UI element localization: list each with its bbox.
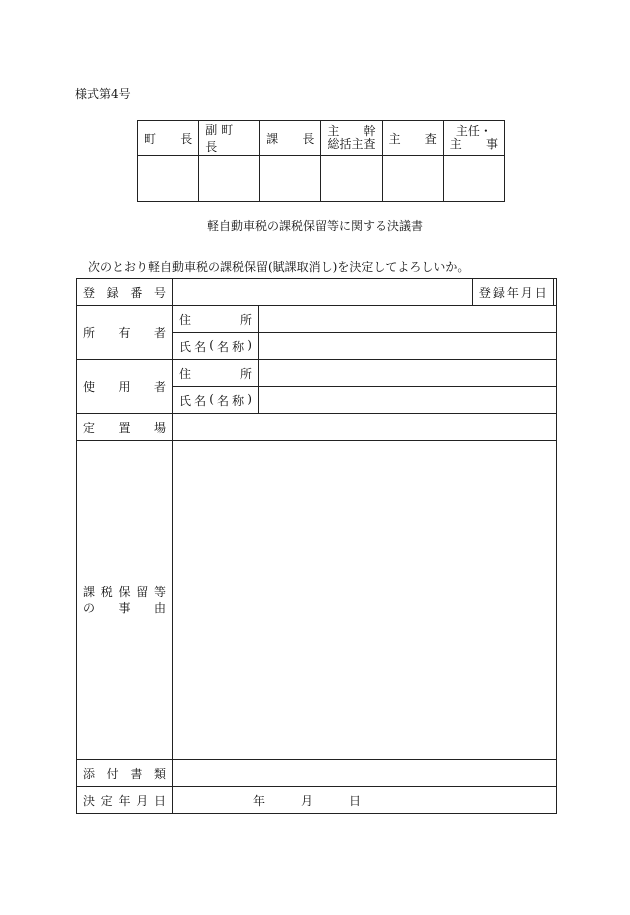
registration-number-label: 登 録 番 号 (77, 279, 173, 306)
decision-date-field[interactable] (173, 787, 557, 814)
lead-text: 次のとおり軽自動車税の課税保留(賦課取消し)を決定してよろしいか。 (88, 260, 470, 274)
attachments-field[interactable] (173, 760, 557, 787)
chief-header: 主 幹 総括主査 (321, 121, 382, 156)
section-chief-header: 課 長 (260, 121, 321, 156)
storage-place-field[interactable] (173, 414, 557, 441)
owner-name-field[interactable] (259, 333, 557, 360)
form-number: 様式第4号 (75, 87, 131, 101)
attachments-label: 添 付 書 類 (77, 760, 173, 787)
month-label: 月 (301, 793, 314, 808)
user-address-field[interactable] (259, 360, 557, 387)
decision-form-table (76, 278, 557, 814)
stamp-box-staff[interactable] (443, 156, 504, 202)
user-name-field[interactable] (259, 387, 557, 414)
registration-date-label: 登 録 年 月 日 (472, 279, 553, 306)
decision-date-label: 決 定 年 月 日 (77, 787, 173, 814)
day-label: 日 (349, 793, 362, 808)
stamp-box-deputy-mayor[interactable] (199, 156, 260, 202)
owner-address-label: 住 所 (173, 306, 259, 333)
reason-label: 課 税 保 留 等 の 事 由 (77, 441, 173, 760)
storage-place-label: 定 置 場 (77, 414, 173, 441)
staff-header: 主任・ 主 事 (443, 121, 504, 156)
owner-label: 所 有 者 (77, 306, 173, 360)
registration-date-field[interactable] (553, 279, 556, 306)
stamp-box-section-chief[interactable] (260, 156, 321, 202)
user-label: 使 用 者 (77, 360, 173, 414)
owner-address-field[interactable] (259, 306, 557, 333)
reason-field[interactable] (173, 441, 557, 760)
mayor-header: 町 長 (138, 121, 199, 156)
user-name-label: 氏 名 ( 名 称 ) (173, 387, 259, 414)
document-title: 軽自動車税の課税保留等に関する決議書 (206, 219, 423, 233)
year-label: 年 (253, 793, 266, 808)
approval-stamp-table (137, 120, 505, 202)
stamp-box-mayor[interactable] (138, 156, 199, 202)
inspector-header: 主 査 (382, 121, 443, 156)
registration-number-field[interactable] (173, 279, 473, 306)
stamp-box-inspector[interactable] (382, 156, 443, 202)
user-address-label: 住 所 (173, 360, 259, 387)
deputy-mayor-header: 副町長 (199, 121, 260, 156)
owner-name-label: 氏 名 ( 名 称 ) (173, 333, 259, 360)
stamp-box-chief[interactable] (321, 156, 382, 202)
